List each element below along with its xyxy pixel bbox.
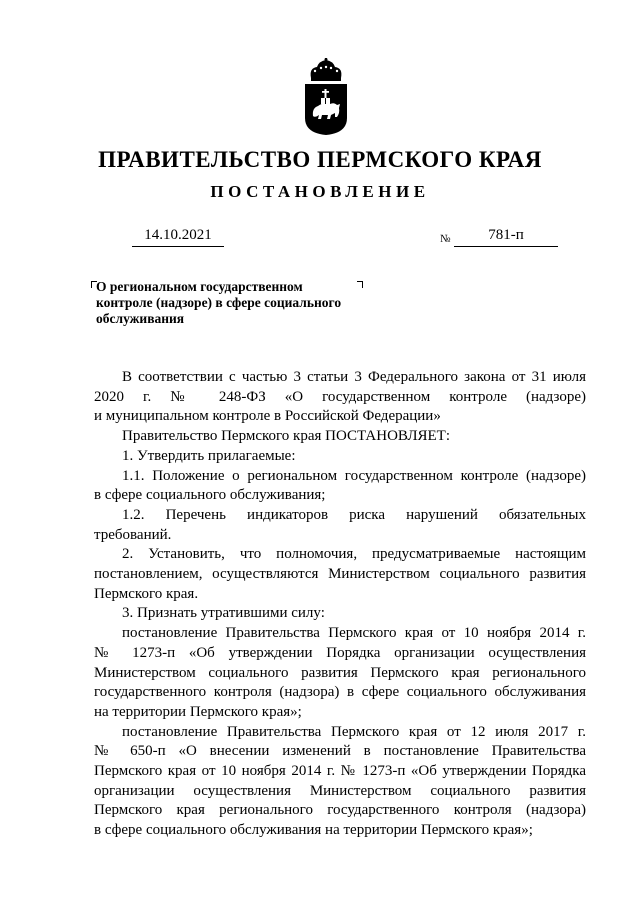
body-line: Правительство Пермского края ПОСТАНОВЛЯЕТ: bbox=[122, 428, 451, 445]
body-line: 1.2. Перечень индикаторов риска нарушений обязательных bbox=[122, 506, 586, 523]
government-title: ПРАВИТЕЛЬСТВО ПЕРМСКОГО КРАЯ bbox=[98, 147, 542, 172]
body-line: 2020 г. № 248-ФЗ «О государственном контроле (надзоре) bbox=[94, 388, 586, 405]
subject-line: контроле (надзоре) в сфере социального bbox=[96, 295, 342, 310]
body-line: Пермского края регионального государственного контроля (надзора) bbox=[94, 802, 586, 819]
body-line: государственного контроля (надзора) в сфере социального обслуживания bbox=[94, 684, 586, 701]
document-subject bbox=[96, 279, 396, 327]
body-line: В соответствии с частью 3 статьи 3 Федерального закона от 31 июля bbox=[122, 369, 586, 385]
body-line: Пермского края. bbox=[94, 585, 199, 602]
document-body bbox=[94, 368, 586, 841]
document-date: 14.10.2021 bbox=[132, 227, 224, 247]
subject-line: О региональном государственном bbox=[96, 279, 303, 294]
body-line: организации осуществления Министерством социального развития bbox=[94, 782, 586, 799]
body-line: № 650-п «О внесении изменений в постановление Правительства bbox=[94, 743, 586, 760]
body-line: постановление Правительства Пермского края от 10 ноября 2014 г. bbox=[122, 625, 586, 642]
body-line: Министерством социального развития Пермского края регионального bbox=[94, 664, 586, 681]
coat-of-arms-icon bbox=[303, 58, 349, 136]
body-line: в сфере социального обслуживания на территории Пермского края»; bbox=[94, 822, 533, 839]
body-line: 1. Утвердить прилагаемые: bbox=[122, 447, 296, 464]
body-line: на территории Пермского края»; bbox=[94, 703, 302, 720]
body-line: № 1273-п «Об утверждении Порядка организации осуществления bbox=[94, 644, 586, 661]
body-line: постановлением, осуществляются Министерством социального развития bbox=[94, 566, 586, 583]
body-line: Пермского края от 10 ноября 2014 г. № 1273-п «Об утверждении Порядка bbox=[94, 763, 586, 780]
body-line: требований. bbox=[94, 526, 172, 543]
document-type: ПОСТАНОВЛЕНИЕ bbox=[210, 182, 430, 201]
number-sign: № bbox=[440, 233, 451, 245]
body-line: 3. Признать утратившими силу: bbox=[122, 605, 325, 622]
body-line: 2. Установить, что полномочия, предусматриваемые настоящим bbox=[122, 546, 586, 563]
body-line: и муниципальном контроле в Российской Федерации» bbox=[94, 408, 441, 425]
subject-line: обслуживания bbox=[96, 311, 185, 326]
document-number: 781-п bbox=[454, 227, 558, 247]
body-line: постановление Правительства Пермского края от 12 июля 2017 г. bbox=[122, 723, 586, 740]
body-line: 1.1. Положение о региональном государственном контроле (надзоре) bbox=[122, 467, 586, 484]
body-line: в сфере социального обслуживания; bbox=[94, 487, 326, 504]
